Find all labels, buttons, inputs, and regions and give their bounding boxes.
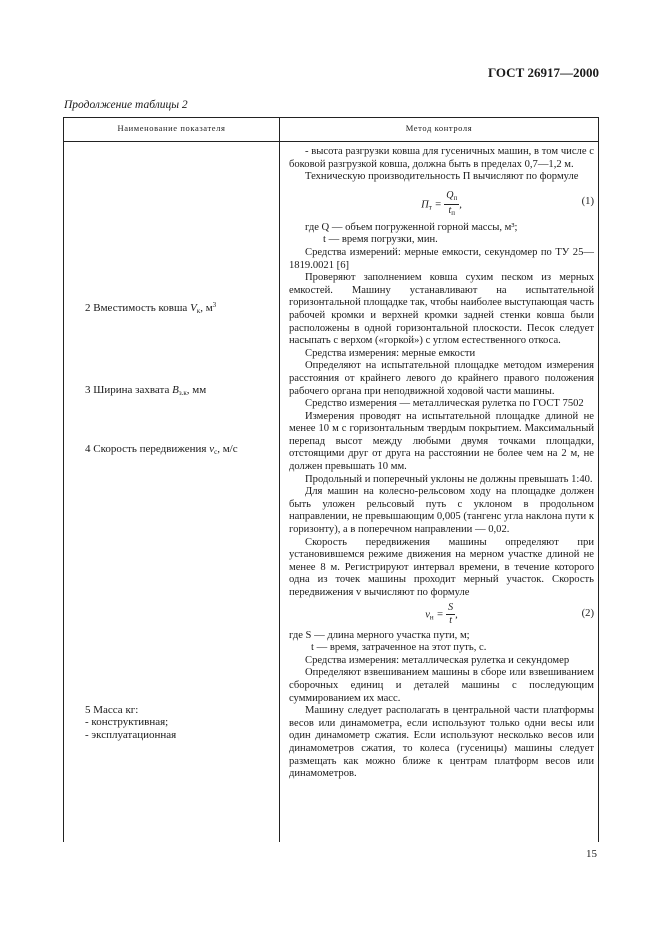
where-load-time: t — время погрузки, мин. xyxy=(323,234,438,246)
indicator-grip-width: 3 Ширина захвата $B_{з.к}$, мм xyxy=(85,384,207,397)
method-measuring-tools-4: Средства измерения: металлическая рулетка и секундомер xyxy=(305,654,570,666)
method-measuring-tools-3: Средство измерения — металлическая рулетка по ГОСТ 7502 xyxy=(305,398,584,410)
table-header-border xyxy=(63,141,599,142)
method-column xyxy=(289,146,594,781)
indicator-mass xyxy=(85,704,176,741)
table-left-border xyxy=(63,117,64,842)
formula-speed: vн = $\frac{S}{t}$ , (2) xyxy=(425,601,594,627)
indicator-mass-title: 5 Масса кг: xyxy=(85,704,139,716)
indicator-mass-operational: - эксплуатационная xyxy=(85,728,177,741)
formula-number-1: (1) xyxy=(581,195,594,207)
method-grip-width: Определяют на испытательной площадке методом измерения расстояния от крайнего левого до крайнего правого положения рабочего органа при неподвижной ходовой части машины. xyxy=(289,360,594,397)
table-continuation-caption: Продолжение таблицы 2 xyxy=(64,99,188,111)
method-bucket-fill: Проверяют заполнением ковша сухим песком из мерных емкостей. Машину устанавливают на испытательной горизонтальной площадке так, чтобы наиболее выступающая часть рабочей кромки и верхней кромки задней стенки ковша были расположены в одной горизонтальной плоскости. Песок следует насыпать с верхом («горкой») с углом естественного откоса. xyxy=(289,272,594,347)
table-column-divider xyxy=(279,117,280,842)
method-speed-intro: Скорость передвижения машины определяют при установившемся режиме движения на мерном участке длиной не менее 8 м. Регистрируют интервал времени, в течение которого одна из точек машины проходит мерный участок. Скорость передвижения v вычисляют по формуле xyxy=(289,536,594,598)
table-top-border xyxy=(63,117,599,118)
method-rail-track: Для машин на колесно-рельсовом ходу на площадке должен быть уложен рельсовый путь с уклоном в продольном направлении, не превышающим 0,005 (тангенс угла наклона пути к горизонту), а в поперечном направлении — 0,02. xyxy=(289,486,594,536)
column-header-method: Метод контроля xyxy=(405,123,473,133)
column-header-indicator: Наименование показателя xyxy=(117,123,226,133)
method-test-site: Измерения проводят на испытательной площадке длиной не менее 10 м с горизонтальным твердым покрытием. Максимальный перепад высот между любыми двумя точками площадки, отстоящими друг от друга на расстоянии не более чем на 2 м, не должен превышать 10 мм. xyxy=(289,410,594,473)
method-weighing: Определяют взвешиванием машины в сборе или взвешиванием сборочных единиц и деталей машины с последующим суммированием их масс. xyxy=(289,667,594,704)
indicator-travel-speed: 4 Скорость передвижения $v_с$, м/с xyxy=(85,443,238,456)
where-distance: где S — длина мерного участка пути, м; xyxy=(289,629,470,641)
table-right-border xyxy=(598,117,599,842)
where-time: t — время, затраченное на этот путь, с. xyxy=(311,642,487,654)
method-productivity-intro: Техническую производительность П вычисляют по формуле xyxy=(305,171,579,183)
method-scale-placement: Машину следует располагать в центральной части платформы весов или динамометра, если используют только одни весы или один динамометр сжатия. Если используют несколько весов или динамометров сжатия, то колеса (гусеницы) машины следует размещать как можно ближе к центрам платформ весов или динамометров. xyxy=(289,705,594,780)
indicator-mass-constructive: - конструктивная; xyxy=(85,716,169,729)
formula-productivity: Пт = $\frac{Q_п}{t_п}$ , (1) xyxy=(421,189,594,218)
method-unload-height: - высота разгрузки ковша для гусеничных машин, в том числе с боковой разгрузкой ковша, должна быть в пределах 0,7—1,2 м. xyxy=(289,146,594,170)
page-number: 15 xyxy=(586,848,597,860)
indicator-bucket-capacity: 2 Вместимость ковша $V_к$, $м^3$ xyxy=(85,301,217,315)
method-measuring-tools-1: Средства измерений: мерные емкости, секундомер по ТУ 25—1819.0021 [6] xyxy=(289,246,594,271)
method-measuring-tools-2: Средства измерения: мерные емкости xyxy=(305,347,476,359)
where-volume: где Q — объем погруженной горной массы, м³; xyxy=(305,221,518,233)
standard-number: ГОСТ 26917—2000 xyxy=(487,65,599,80)
formula-number-2: (2) xyxy=(581,607,594,619)
method-slopes: Продольный и поперечный уклоны не должны превышать 1:40. xyxy=(305,473,593,485)
